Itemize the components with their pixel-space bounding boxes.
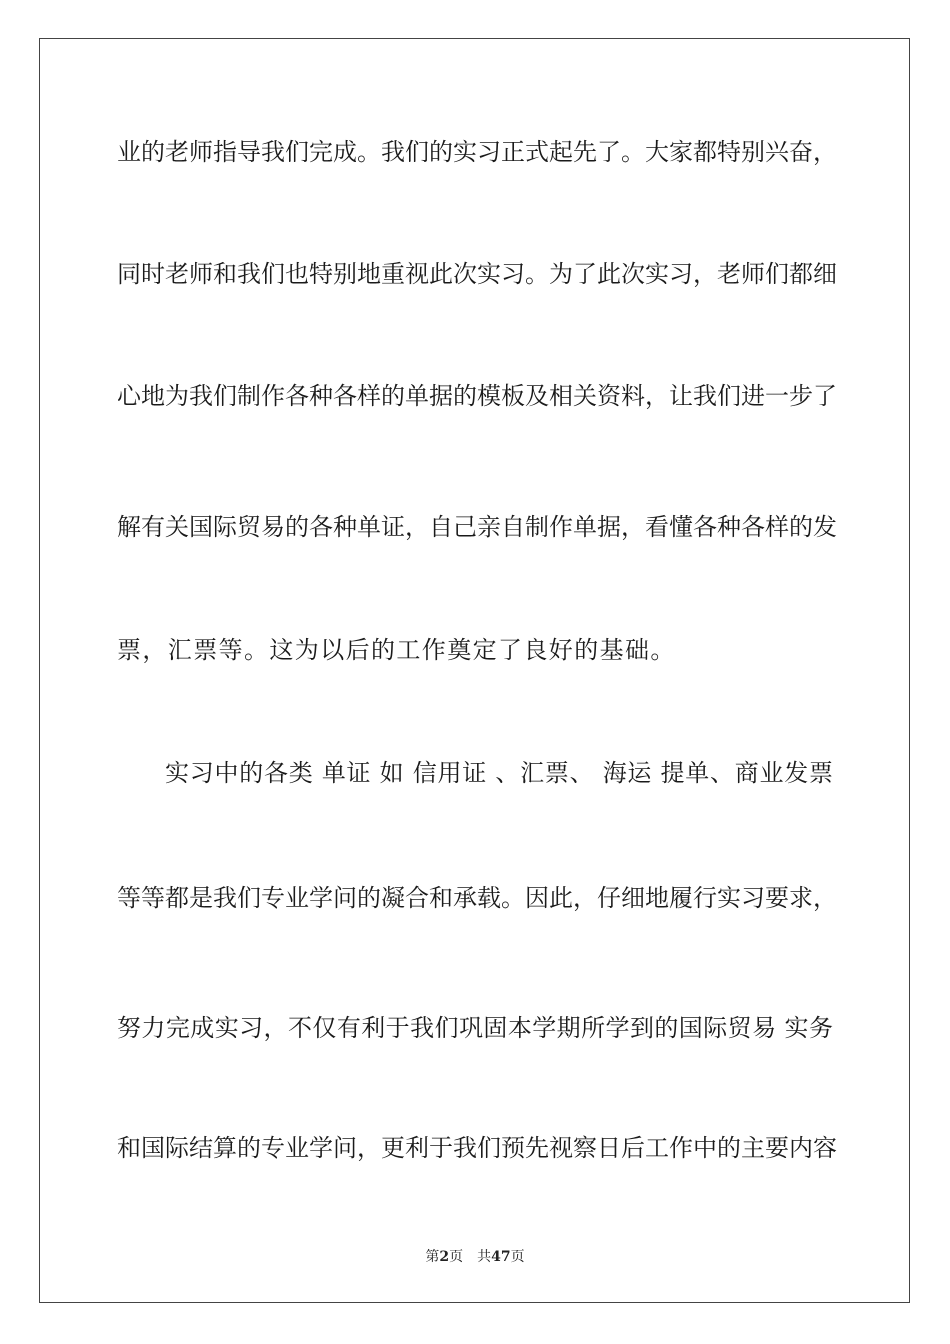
- page-border: [39, 38, 910, 1303]
- text-line-4: 解有关国际贸易的各种单证，自己亲自制作单据，看懂各种各样的发: [117, 513, 837, 541]
- text-line-8: 努力完成实习，不仅有利于我们巩固本学期所学到的国际贸易 实务: [117, 1014, 833, 1042]
- total-pages: 47: [491, 1249, 511, 1265]
- page-number: 2: [439, 1249, 450, 1265]
- text-line-5: 票，汇票等。这为以后的工作奠定了良好的基础。: [117, 636, 676, 664]
- text-line-1: 业的老师指导我们完成。我们的实习正式起先了。大家都特别兴奋，: [117, 138, 837, 166]
- page-footer: [0, 1246, 950, 1266]
- page-prefix: 第: [425, 1249, 440, 1265]
- total-suffix: 页: [510, 1249, 525, 1265]
- text-line-7: 等等都是我们专业学问的凝合和承载。因此，仔细地履行实习要求，: [117, 884, 837, 912]
- page-suffix: 页: [449, 1249, 464, 1265]
- text-line-2: 同时老师和我们也特别地重视此次实习。为了此次实习，老师们都细: [117, 260, 837, 288]
- text-line-3: 心地为我们制作各种各样的单据的模板及相关资料，让我们进一步了: [117, 382, 837, 410]
- total-prefix: 共: [477, 1249, 492, 1265]
- text-line-6: 实习中的各类 单证 如 信用证 、汇票、 海运 提单、商业发票: [165, 759, 833, 787]
- text-line-9: 和国际结算的专业学问，更利于我们预先视察日后工作中的主要内容: [117, 1134, 837, 1162]
